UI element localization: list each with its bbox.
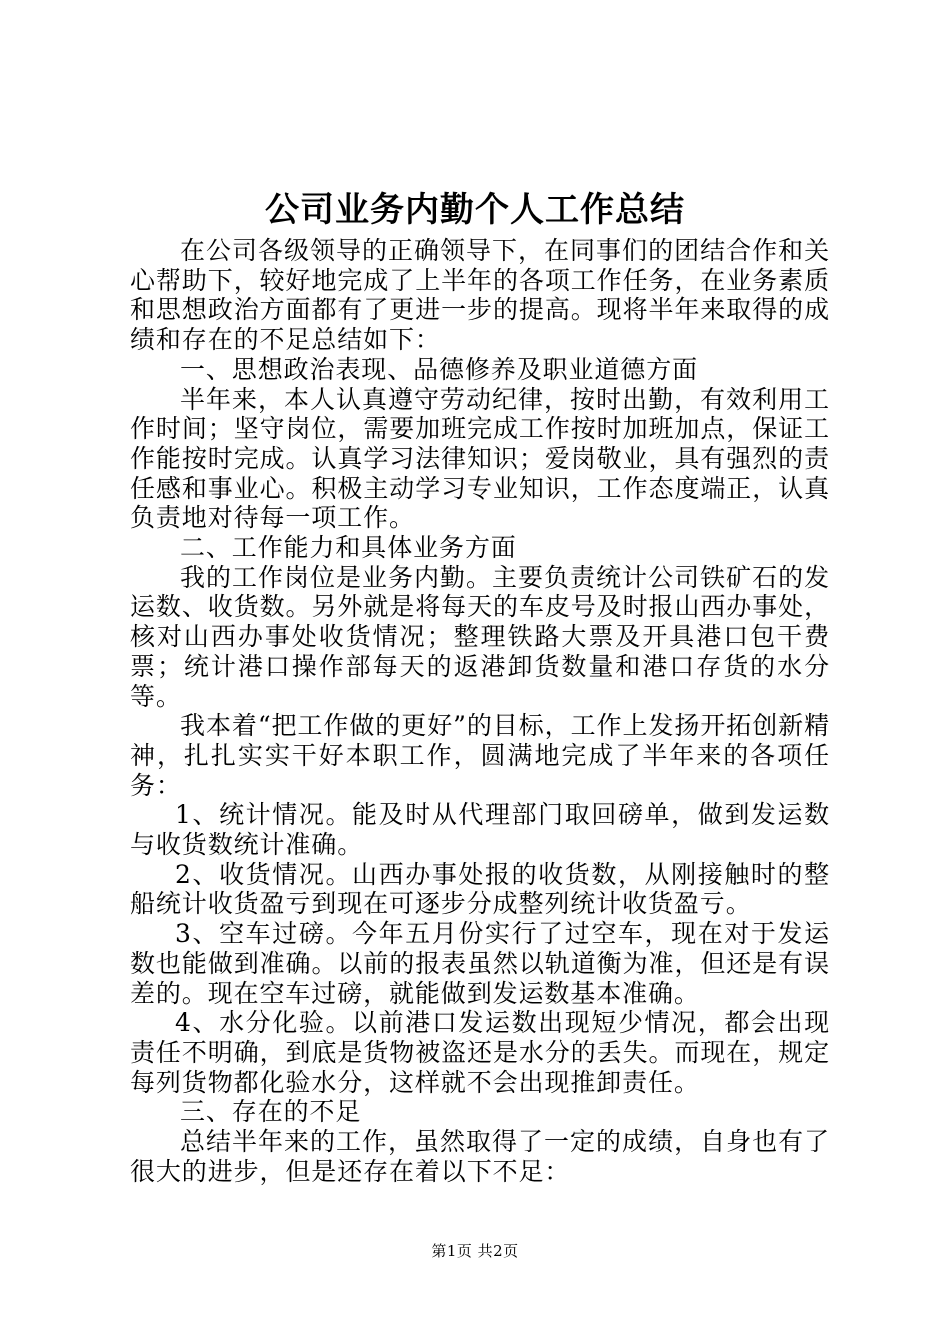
section-heading-2: 二、工作能力和具体业务方面 [180, 533, 517, 563]
intro-paragraph: 在公司各级领导的正确领导下，在同事们的团结合作和关心帮助下，较好地完成了上半年的各项工作任务，在业务素质和思想政治方面都有了更进一步的提高。现将半年来取得的成绩和存在的不足总结如下： [130, 236, 830, 355]
document-title: 公司业务内勤个人工作总结 [265, 190, 685, 230]
section-heading-3: 三、存在的不足 [180, 1097, 362, 1127]
list-item-3: 3、空车过磅。今年五月份实行了过空车，现在对于发运数也能做到准确。以前的报表虽然以轨道衡为准，但还是有误差的。现在空车过磅，就能做到发运数基本准确。 [130, 919, 830, 1008]
section-heading-1: 一、思想政治表现、品德修养及职业道德方面 [180, 354, 699, 384]
section-2-paragraph-1: 我的工作岗位是业务内勤。主要负责统计公司铁矿石的发运数、收货数。另外就是将每天的车皮号及时报山西办事处，核对山西办事处收货情况；整理铁路大票及开具港口包干费票；统计港口操作部每天的返港卸货数量和港口存货的水分等。 [130, 562, 830, 711]
document-body [130, 236, 830, 1187]
list-item-1: 1、统计情况。能及时从代理部门取回磅单，做到发运数与收货数统计准确。 [130, 800, 830, 860]
list-item-2: 2、收货情况。山西办事处报的收货数，从刚接触时的整船统计收货盈亏到现在可逐步分成整列统计收货盈亏。 [130, 859, 830, 919]
section-2-paragraph-2: 我本着“把工作做的更好”的目标，工作上发扬开拓创新精神，扎扎实实干好本职工作，圆满地完成了半年来的各项任务： [130, 711, 830, 800]
page-number: 第1页 共2页 [431, 1242, 519, 1260]
section-3-paragraph: 总结半年来的工作，虽然取得了一定的成绩，自身也有了很大的进步，但是还存在着以下不足： [130, 1127, 830, 1186]
list-item-4: 4、水分化验。以前港口发运数出现短少情况，都会出现责任不明确，到底是货物被盗还是水分的丢失。而现在，规定每列货物都化验水分，这样就不会出现推卸责任。 [130, 1008, 830, 1097]
section-1-paragraph: 半年来，本人认真遵守劳动纪律，按时出勤，有效利用工作时间；坚守岗位，需要加班完成工作按时加班加点，保证工作能按时完成。认真学习法律知识；爱岗敬业，具有强烈的责任感和事业心。积极主动学习专业知识，工作态度端正，认真负责地对待每一项工作。 [130, 384, 830, 533]
